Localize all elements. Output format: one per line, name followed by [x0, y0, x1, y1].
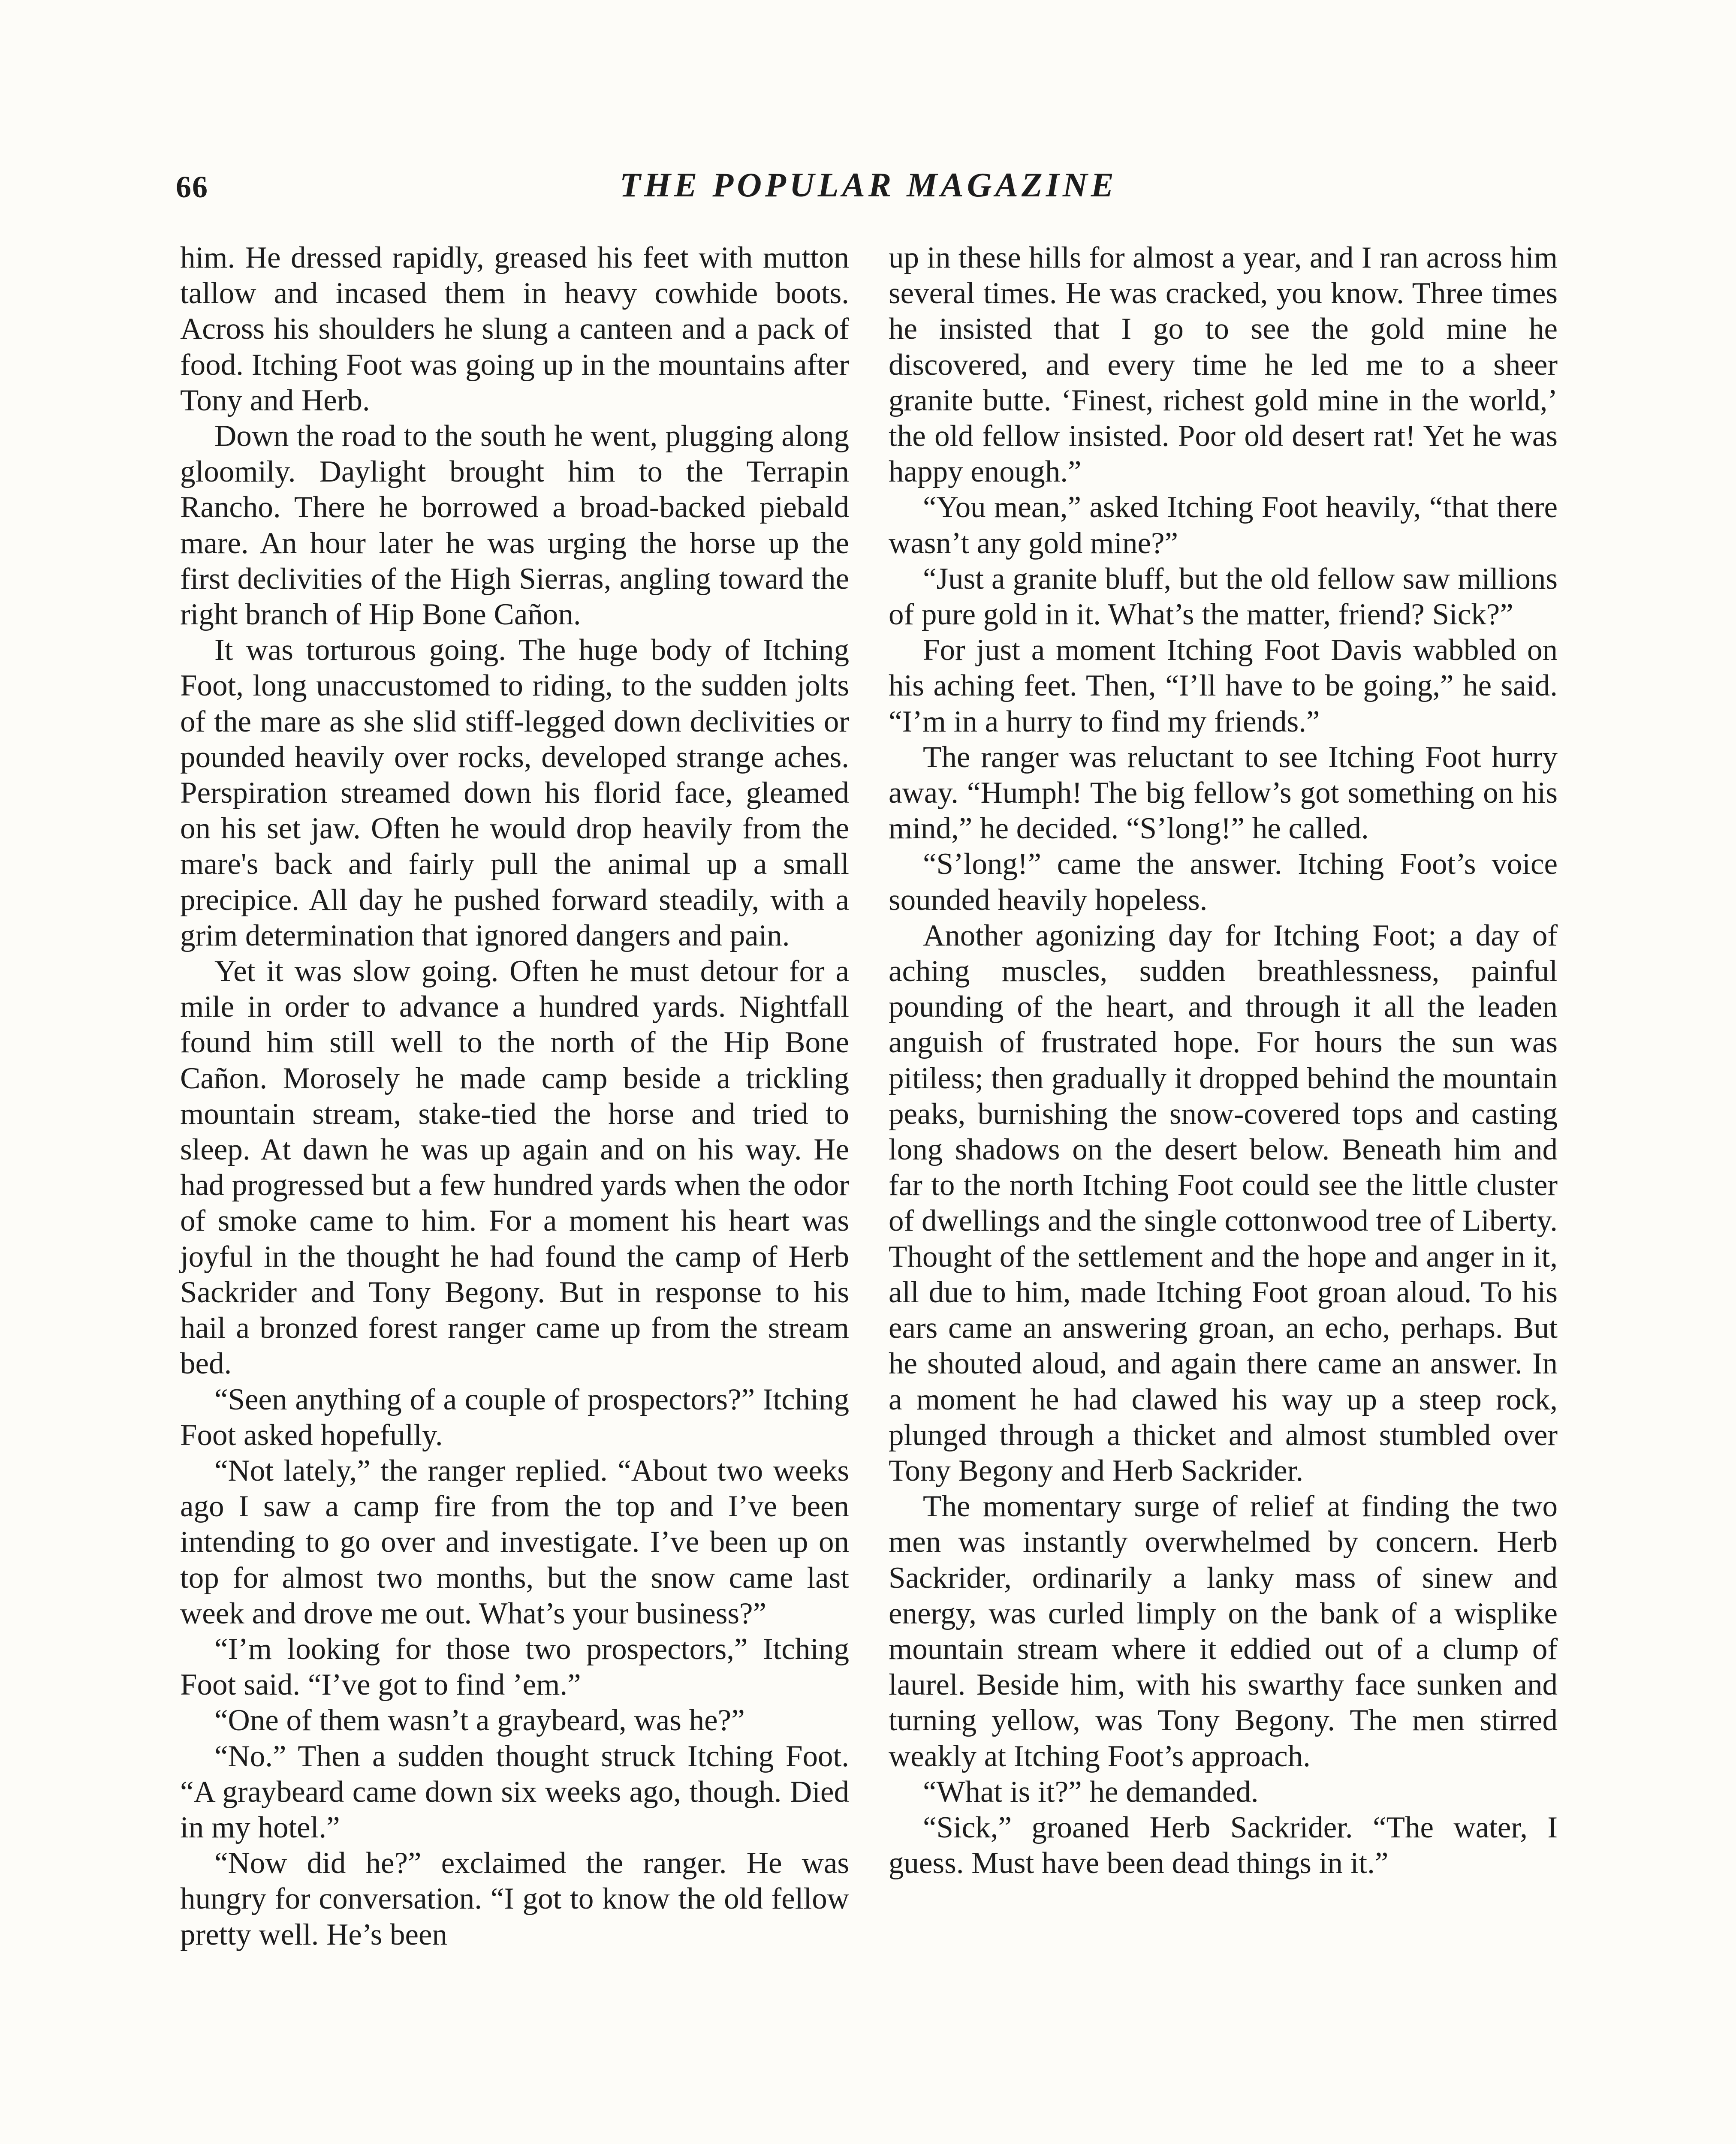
paragraph: “Just a granite bluff, but the old fellow saw millions of pure gold in it. What’s the matter, friend? Sick?”: [889, 562, 1558, 632]
paragraph: up in these hills for almost a year, and I ran across him several times. He was cracked, you know. Three times he insisted that I go to see the gold mine he discovered, and every time he led me to a sheer granite butte. ‘Finest, richest gold mine in the world,’ the old fellow insisted. Poor old desert rat! Yet he was happy enough.”: [889, 241, 1558, 489]
paragraph: The ranger was reluctant to see Itching Foot hurry away. “Humph! The big fellow’s got something on his mind,” he decided. “S’long!” he called.: [889, 740, 1558, 846]
paragraph: him. He dressed rapidly, greased his feet with mutton tallow and incased them in heavy cowhide boots. Across his shoulders he slung a canteen and a pack of food. Itching Foot was going up in the mountains after Tony and Herb.: [180, 241, 849, 417]
right-column: [889, 240, 1558, 1881]
page-number: 66: [176, 170, 208, 204]
paragraph: The momentary surge of relief at finding the two men was instantly overwhelmed by concern. Herb Sackrider, ordinarily a lanky mass of sinew and energy, was curled limply on the bank of a wisplike mountain stream where it eddied out of a clump of laurel. Beside him, with his swarthy face sunken and turning yellow, was Tony Begony. The men stirred weakly at Itching Foot’s approach.: [889, 1490, 1558, 1773]
paragraph: “One of them wasn’t a graybeard, was he?”: [214, 1704, 745, 1737]
paragraph: It was torturous going. The huge body of Itching Foot, long unaccustomed to riding, to the sudden jolts of the mare as she slid stiff-legged down declivities or pounded heavily over rocks, developed strange aches. Perspiration streamed down his florid face, gleamed on his set jaw. Often he would drop heavily from the mare's back and fairly pull the animal up a small precipice. All day he pushed forward steadily, with a grim determination that ignored dangers and pain.: [180, 633, 849, 952]
paragraph: “Now did he?” exclaimed the ranger. He was hungry for conversation. “I got to know the old fellow pretty well. He’s been: [180, 1846, 849, 1951]
paragraph: “I’m looking for those two prospectors,” Itching Foot said. “I’ve got to find ’em.”: [180, 1632, 849, 1702]
paragraph: “Seen anything of a couple of prospectors?” Itching Foot asked hopefully.: [180, 1382, 849, 1452]
paragraph: Another agonizing day for Itching Foot; a day of aching muscles, sudden breathlessness, painful pounding of the heart, and through it all the leaden anguish of frustrated hope. For hours the sun was pitiless; then gradually it dropped behind the mountain peaks, burnishing the snow-covered tops and casting long shadows on the desert below. Beneath him and far to the north Itching Foot could see the little cluster of dwellings and the single cottonwood tree of Liberty. Thought of the settlement and the hope and anger in it, all due to him, made Itching Foot groan aloud. To his ears came an answering groan, an echo, perhaps. But he shouted aloud, and again there came an answer. In a moment he had clawed his way up a steep rock, plunged through a thicket and almost stumbled over Tony Begony and Herb Sackrider.: [889, 918, 1558, 1488]
page-header: [176, 161, 1561, 212]
left-column: [180, 240, 849, 1953]
paragraph: “What is it?” he demanded.: [923, 1775, 1259, 1809]
paragraph: “S’long!” came the answer. Itching Foot’s voice sounded heavily hopeless.: [889, 847, 1558, 917]
paragraph: “Sick,” groaned Herb Sackrider. “The water, I guess. Must have been dead things in it.”: [889, 1810, 1558, 1880]
paragraph: Yet it was slow going. Often he must detour for a mile in order to advance a hundred yards. Nightfall found him still well to the north of the Hip Bone Cañon. Morosely he made camp beside a trickling mountain stream, stake-tied the horse and tried to sleep. At dawn he was up again and on his way. He had progressed but a few hundred yards when the odor of smoke came to him. For a moment his heart was joyful in the thought he had found the camp of Herb Sackrider and Tony Begony. But in response to his hail a bronzed forest ranger came up from the stream bed.: [180, 955, 849, 1381]
paragraph: “No.” Then a sudden thought struck Itching Foot. “A graybeard came down six weeks ago, though. Died in my hotel.”: [180, 1739, 849, 1844]
paragraph: “You mean,” asked Itching Foot heavily, “that there wasn’t any gold mine?”: [889, 491, 1558, 560]
paragraph: “Not lately,” the ranger replied. “About two weeks ago I saw a camp fire from the top and I’ve been intending to go over and investigate. I’ve been up on top for almost two months, but the snow came last week and drove me out. What’s your business?”: [180, 1454, 849, 1630]
paragraph: Down the road to the south he went, plugging along gloomily. Daylight brought him to the Terrapin Rancho. There he borrowed a broad-backed piebald mare. An hour later he was urging the horse up the first declivities of the High Sierras, angling toward the right branch of Hip Bone Cañon.: [180, 419, 849, 632]
paragraph: For just a moment Itching Foot Davis wabbled on his aching feet. Then, “I’ll have to be going,” he said. “I’m in a hurry to find my friends.”: [889, 633, 1558, 738]
magazine-title: THE POPULAR MAGAZINE: [619, 166, 1118, 204]
